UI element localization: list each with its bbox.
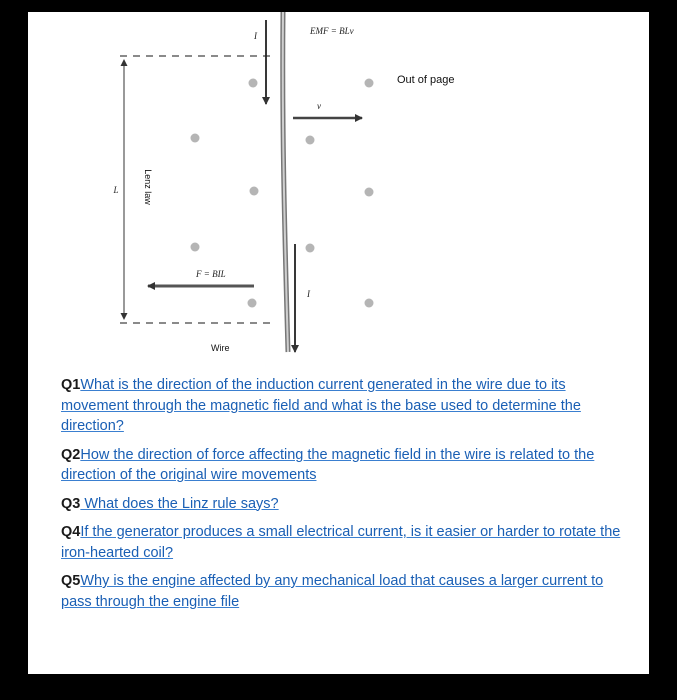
question-text: If the generator produces a small electrical current, is it easier or harder to rotate the iron-hearted coil? [61, 524, 621, 561]
field-dot [365, 79, 374, 88]
field-dot [191, 134, 200, 143]
current-label-top: I [254, 31, 257, 41]
field-dot [365, 188, 374, 197]
content-panel [28, 12, 649, 674]
field-dot [191, 243, 200, 252]
field-dot [250, 187, 259, 196]
field-dot [306, 136, 315, 145]
question-text: How the direction of force affecting the magnetic field in the wire is related to the direction of the original wire movements [61, 446, 595, 483]
lenz-law-label: Lenz law [143, 169, 153, 205]
current-label-bottom: I [307, 289, 310, 299]
question-item [61, 494, 621, 515]
question-item [61, 571, 621, 612]
question-text: What does the Linz rule says? [80, 495, 279, 512]
question-number: Q2 [61, 446, 81, 463]
length-label: L [113, 185, 119, 195]
field-dot [249, 79, 258, 88]
question-number: Q5 [61, 573, 81, 589]
question-number: Q1 [61, 377, 81, 393]
question-text: What is the direction of the induction current generated in the wire due to its movement through the magnetic field and what is the base used to determine the direction? [61, 377, 581, 434]
question-item [61, 445, 621, 486]
question-text: Why is the engine affected by any mechanical load that causes a larger current to pass through the engine file [61, 573, 604, 610]
field-dot [306, 244, 315, 253]
question-number: Q3 [61, 495, 81, 512]
field-dot [365, 299, 374, 308]
force-label: F = BIL [196, 269, 226, 279]
question-item [61, 522, 621, 563]
wire-label: Wire [211, 343, 230, 353]
velocity-label: v [317, 101, 321, 111]
field-direction-label: Out of page [397, 74, 455, 86]
induction-diagram [28, 12, 649, 362]
field-dot [248, 299, 257, 308]
question-number: Q4 [61, 524, 81, 540]
question-list [61, 375, 621, 620]
emf-label: EMF = BLv [310, 26, 354, 36]
question-item [61, 375, 621, 437]
